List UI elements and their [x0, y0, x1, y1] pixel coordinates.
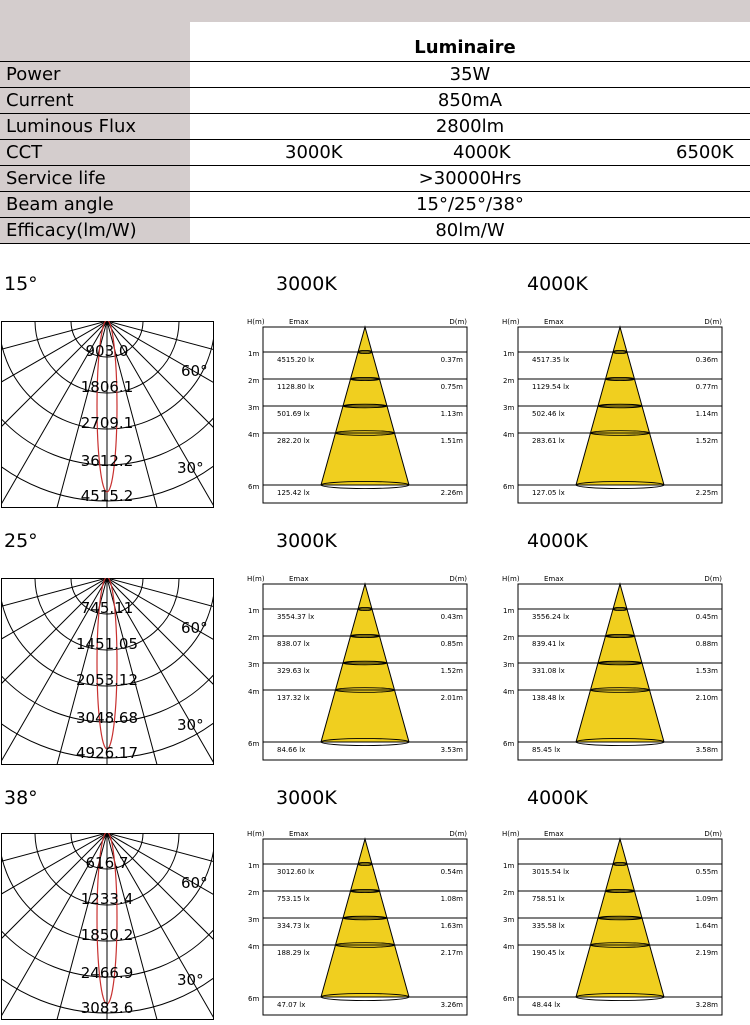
spec-header-label-cell — [0, 22, 190, 61]
diameter-value: 0.88m — [695, 640, 718, 648]
emax-value: 188.29 lx — [277, 949, 310, 957]
spec-row-service-life — [0, 166, 750, 192]
height-label: 1m — [503, 862, 515, 870]
spec-table — [0, 22, 750, 244]
d-axis-label: D(m) — [449, 830, 467, 838]
illuminance-cone-chart — [245, 570, 475, 770]
cct-label: 4000K — [527, 530, 588, 552]
cct-label: 3000K — [276, 787, 337, 809]
polar-value-label: 2466.9 — [80, 964, 134, 982]
diameter-value: 0.85m — [440, 640, 463, 648]
spec-label: Current — [0, 88, 190, 113]
polar-angle-label: 60° — [181, 874, 208, 892]
emax-value: 3012.60 lx — [277, 868, 315, 876]
spec-value: 35W — [449, 64, 491, 85]
diameter-value: 1.63m — [440, 922, 463, 930]
spec-value: >30000Hrs — [418, 168, 522, 189]
d-axis-label: D(m) — [449, 575, 467, 583]
height-label: 2m — [248, 634, 260, 642]
emax-value: 502.46 lx — [532, 410, 565, 418]
cct-value-3000k: 3000K — [285, 142, 343, 163]
emax-value: 1128.80 lx — [277, 383, 315, 391]
height-label: 3m — [248, 916, 260, 924]
emax-label: Emax — [544, 318, 564, 326]
height-label: 3m — [503, 404, 515, 412]
illuminance-cone-chart — [245, 825, 475, 1025]
emax-value: 838.07 lx — [277, 640, 310, 648]
polar-value-label: 4926.17 — [75, 744, 139, 762]
spec-value: 850mA — [437, 90, 503, 111]
emax-value: 1129.54 lx — [532, 383, 570, 391]
height-label: 6m — [248, 995, 260, 1003]
polar-value-label: 3048.68 — [75, 709, 139, 727]
emax-label: Emax — [544, 830, 564, 838]
spec-header-row — [0, 22, 750, 62]
emax-value: 47.07 lx — [277, 1001, 306, 1009]
polar-value-label: 3083.6 — [80, 999, 134, 1017]
height-label: 2m — [503, 889, 515, 897]
emax-value: 127.05 lx — [532, 489, 565, 497]
h-axis-label: H(m) — [247, 830, 265, 838]
diameter-value: 3.26m — [440, 1001, 463, 1009]
spec-label: Service life — [0, 166, 190, 191]
emax-value: 190.45 lx — [532, 949, 565, 957]
emax-value: 283.61 lx — [532, 437, 565, 445]
height-label: 1m — [248, 350, 260, 358]
beam-angle-label: 38° — [4, 787, 38, 809]
d-axis-label: D(m) — [704, 830, 722, 838]
polar-diagram — [1, 833, 214, 1020]
spec-row-current — [0, 88, 750, 114]
height-label: 1m — [248, 862, 260, 870]
height-label: 4m — [503, 431, 515, 439]
height-label: 4m — [503, 688, 515, 696]
emax-value: 48.44 lx — [532, 1001, 561, 1009]
emax-value: 3015.54 lx — [532, 868, 570, 876]
diameter-value: 2.10m — [695, 694, 718, 702]
spec-row-cct — [0, 140, 750, 166]
diameter-value: 0.55m — [695, 868, 718, 876]
polar-value-label: 4515.2 — [80, 487, 134, 505]
height-label: 6m — [503, 995, 515, 1003]
diameter-value: 1.52m — [440, 667, 463, 675]
diameter-value: 2.19m — [695, 949, 718, 957]
d-axis-label: D(m) — [449, 318, 467, 326]
diameter-value: 2.17m — [440, 949, 463, 957]
height-label: 4m — [503, 943, 515, 951]
spec-row-efficacy — [0, 218, 750, 244]
emax-value: 758.51 lx — [532, 895, 565, 903]
spec-label: Beam angle — [0, 192, 190, 217]
diameter-value: 1.13m — [440, 410, 463, 418]
spec-label: Luminous Flux — [0, 114, 190, 139]
h-axis-label: H(m) — [247, 575, 265, 583]
height-label: 1m — [248, 607, 260, 615]
height-label: 4m — [248, 688, 260, 696]
diameter-value: 0.54m — [440, 868, 463, 876]
height-label: 1m — [503, 350, 515, 358]
illuminance-cone-chart — [500, 313, 730, 513]
diameter-value: 2.25m — [695, 489, 718, 497]
spec-header: Luminaire — [414, 37, 516, 58]
polar-value-label: 1233.4 — [80, 890, 134, 908]
height-label: 2m — [503, 377, 515, 385]
beam-angle-label: 15° — [4, 273, 38, 295]
spec-row-luminous-flux — [0, 114, 750, 140]
diameter-value: 0.37m — [440, 356, 463, 364]
polar-angle-label: 30° — [177, 459, 204, 477]
polar-value-label: 2709.1 — [80, 414, 134, 432]
emax-value: 137.32 lx — [277, 694, 310, 702]
height-label: 6m — [248, 483, 260, 491]
height-label: 2m — [248, 889, 260, 897]
polar-diagram — [1, 578, 214, 765]
cct-label: 3000K — [276, 530, 337, 552]
height-label: 2m — [248, 377, 260, 385]
polar-value-label: 2053.12 — [75, 671, 139, 689]
polar-value-label: 903.0 — [85, 342, 129, 360]
diameter-value: 1.09m — [695, 895, 718, 903]
diameter-value: 3.58m — [695, 746, 718, 754]
diameter-value: 0.43m — [440, 613, 463, 621]
cct-value-4000k: 4000K — [453, 142, 511, 163]
emax-label: Emax — [289, 318, 309, 326]
d-axis-label: D(m) — [704, 575, 722, 583]
diameter-value: 0.36m — [695, 356, 718, 364]
emax-label: Emax — [289, 575, 309, 583]
spec-label: Power — [0, 62, 190, 87]
polar-value-label: 3612.2 — [80, 452, 134, 470]
height-label: 4m — [248, 943, 260, 951]
h-axis-label: H(m) — [502, 318, 520, 326]
cct-value-6500k: 6500K — [676, 142, 734, 163]
polar-diagram — [1, 321, 214, 508]
polar-value-label: 1451.05 — [75, 635, 139, 653]
emax-value: 501.69 lx — [277, 410, 310, 418]
diameter-value: 1.53m — [695, 667, 718, 675]
diameter-value: 2.01m — [440, 694, 463, 702]
diameter-value: 0.45m — [695, 613, 718, 621]
illuminance-cone-chart — [245, 313, 475, 513]
polar-value-label: 616.7 — [85, 854, 129, 872]
top-band — [0, 0, 750, 22]
diameter-value: 3.53m — [440, 746, 463, 754]
h-axis-label: H(m) — [247, 318, 265, 326]
beam-angle-label: 25° — [4, 530, 38, 552]
emax-value: 282.20 lx — [277, 437, 310, 445]
spec-row-power — [0, 62, 750, 88]
cct-label: 3000K — [276, 273, 337, 295]
spec-label: Efficacy(lm/W) — [0, 218, 190, 243]
height-label: 3m — [248, 661, 260, 669]
emax-label: Emax — [544, 575, 564, 583]
emax-value: 329.63 lx — [277, 667, 310, 675]
cct-label: 4000K — [527, 787, 588, 809]
height-label: 3m — [503, 661, 515, 669]
emax-value: 4517.35 lx — [532, 356, 570, 364]
emax-value: 335.58 lx — [532, 922, 565, 930]
height-label: 3m — [503, 916, 515, 924]
polar-value-label: 745.11 — [80, 599, 134, 617]
emax-label: Emax — [289, 830, 309, 838]
spec-value: 80lm/W — [435, 220, 505, 241]
spec-label: CCT — [0, 140, 190, 165]
diameter-value: 0.77m — [695, 383, 718, 391]
emax-value: 85.45 lx — [532, 746, 561, 754]
emax-value: 125.42 lx — [277, 489, 310, 497]
height-label: 6m — [248, 740, 260, 748]
emax-value: 4515.20 lx — [277, 356, 315, 364]
polar-angle-label: 60° — [181, 362, 208, 380]
d-axis-label: D(m) — [704, 318, 722, 326]
diameter-value: 2.26m — [440, 489, 463, 497]
polar-angle-label: 30° — [177, 971, 204, 989]
emax-value: 3554.37 lx — [277, 613, 315, 621]
height-label: 3m — [248, 404, 260, 412]
diameter-value: 1.64m — [695, 922, 718, 930]
illuminance-cone-chart — [500, 825, 730, 1025]
spec-value: 2800lm — [435, 116, 505, 137]
diameter-value: 3.28m — [695, 1001, 718, 1009]
polar-angle-label: 30° — [177, 716, 204, 734]
spec-value: 15°/25°/38° — [416, 194, 524, 215]
height-label: 6m — [503, 483, 515, 491]
emax-value: 138.48 lx — [532, 694, 565, 702]
emax-value: 753.15 lx — [277, 895, 310, 903]
polar-value-label: 1850.2 — [80, 926, 134, 944]
height-label: 6m — [503, 740, 515, 748]
diameter-value: 1.51m — [440, 437, 463, 445]
diameter-value: 0.75m — [440, 383, 463, 391]
cct-label: 4000K — [527, 273, 588, 295]
polar-value-label: 1806.1 — [80, 378, 134, 396]
emax-value: 839.41 lx — [532, 640, 565, 648]
spec-row-beam-angle — [0, 192, 750, 218]
emax-value: 84.66 lx — [277, 746, 306, 754]
illuminance-cone-chart — [500, 570, 730, 770]
height-label: 1m — [503, 607, 515, 615]
diameter-value: 1.52m — [695, 437, 718, 445]
h-axis-label: H(m) — [502, 575, 520, 583]
diameter-value: 1.14m — [695, 410, 718, 418]
emax-value: 334.73 lx — [277, 922, 310, 930]
emax-value: 331.08 lx — [532, 667, 565, 675]
emax-value: 3556.24 lx — [532, 613, 570, 621]
height-label: 2m — [503, 634, 515, 642]
diameter-value: 1.08m — [440, 895, 463, 903]
polar-angle-label: 60° — [181, 619, 208, 637]
height-label: 4m — [248, 431, 260, 439]
h-axis-label: H(m) — [502, 830, 520, 838]
